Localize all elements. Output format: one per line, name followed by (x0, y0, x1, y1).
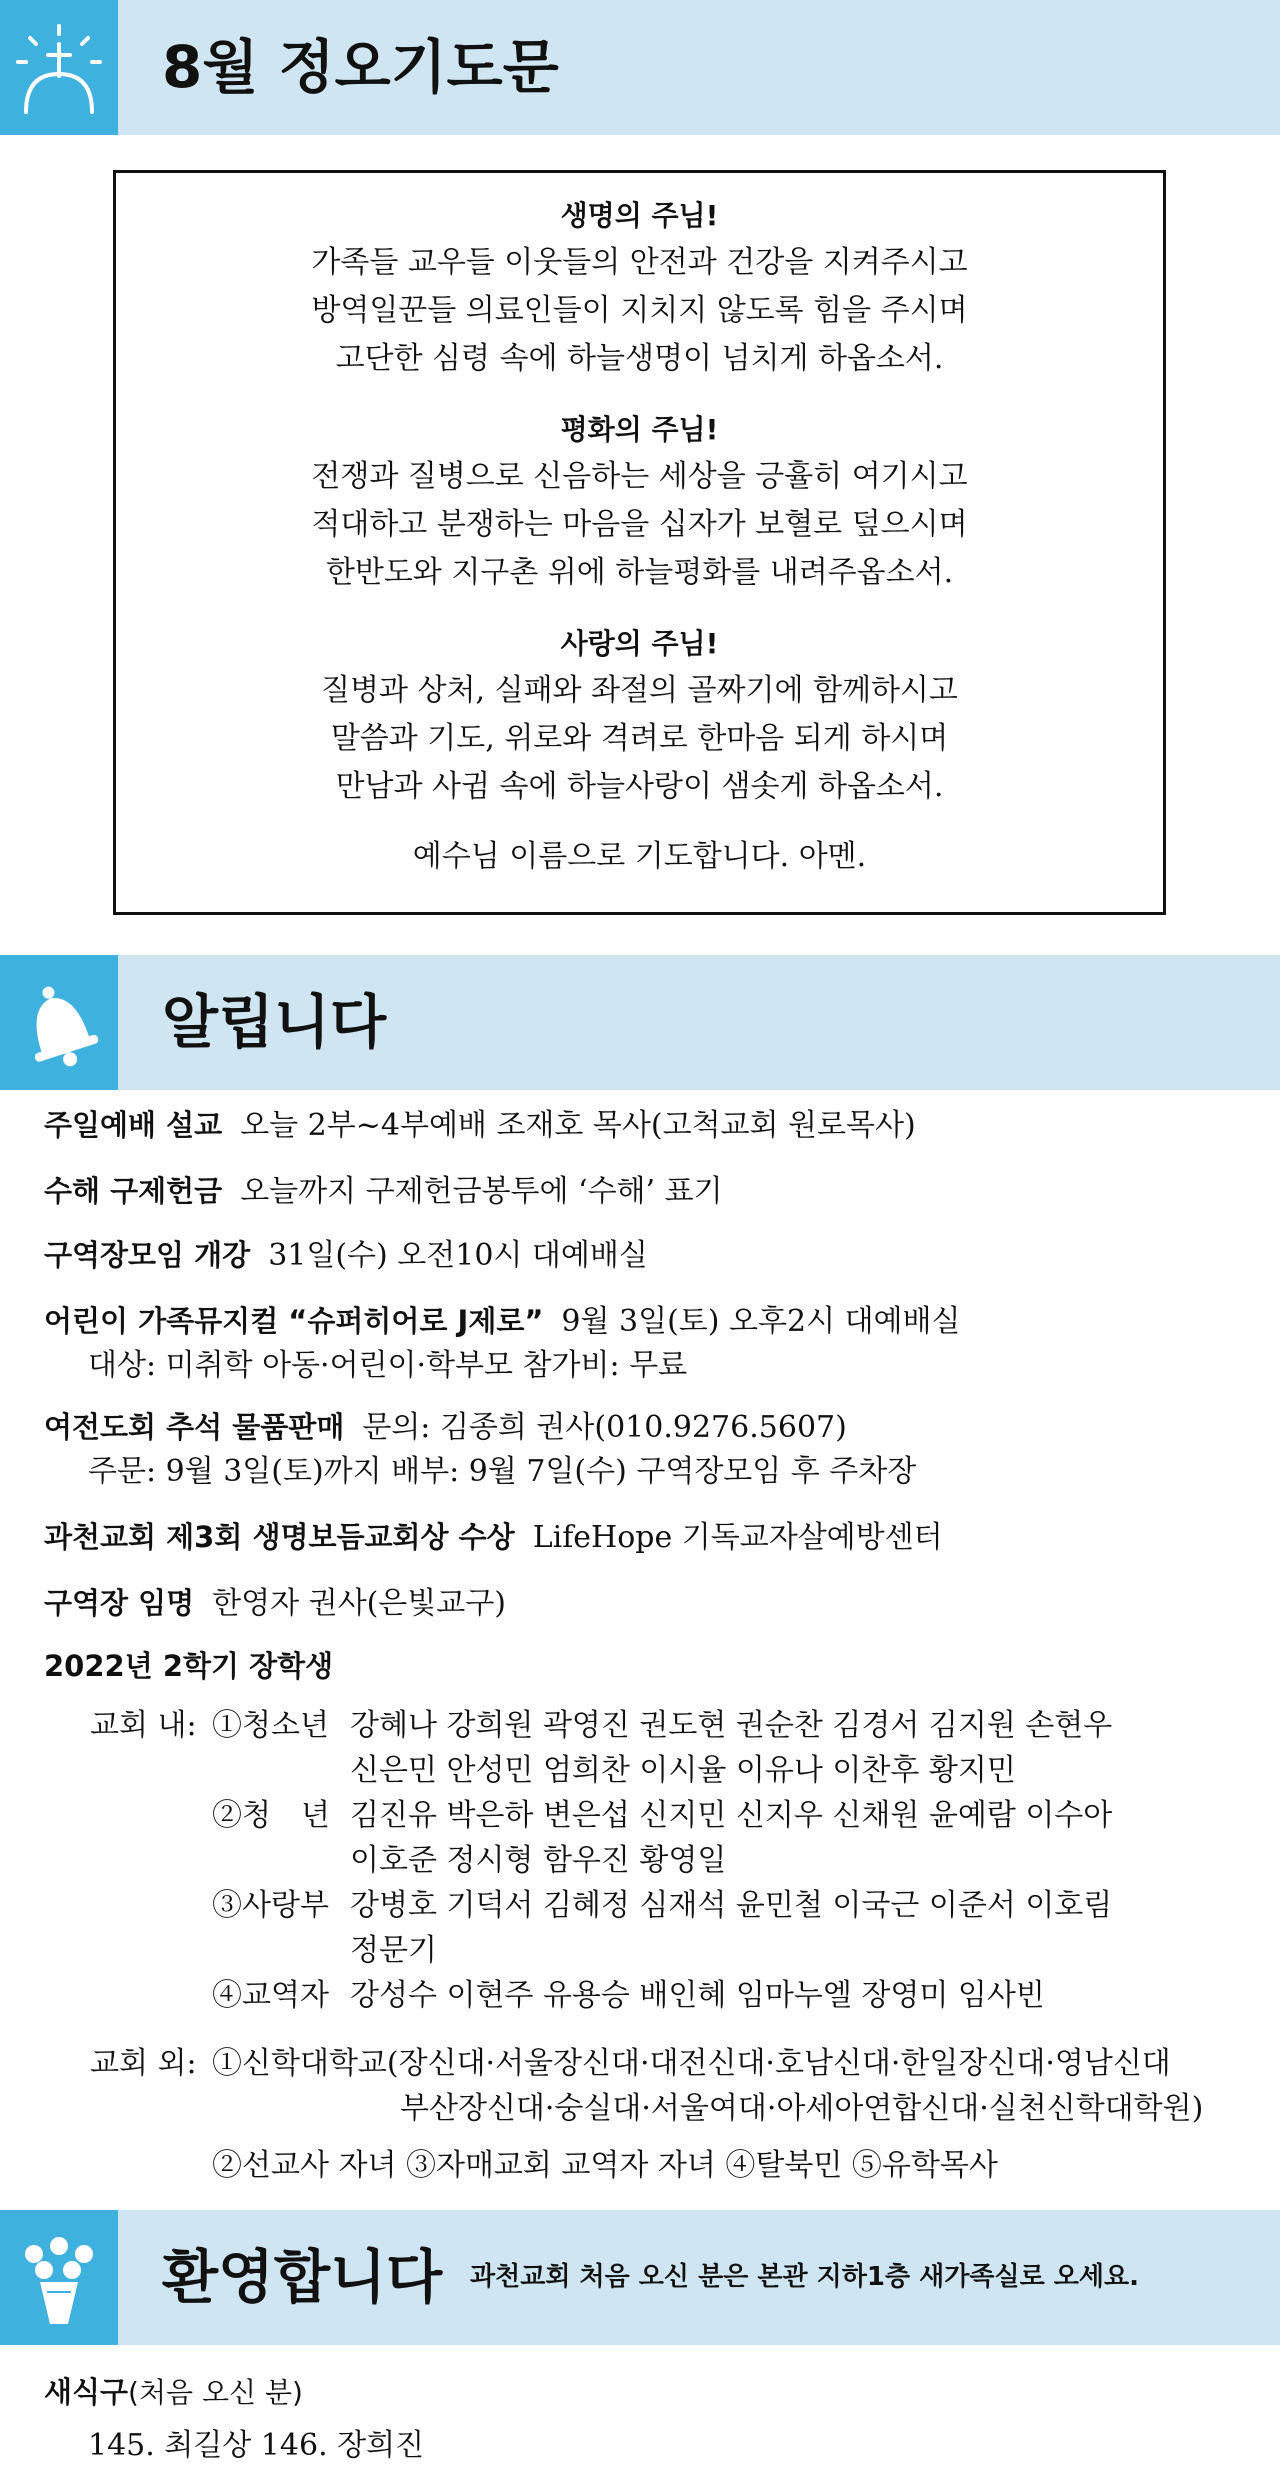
scholar-outside-label: 교회 외: (90, 2046, 197, 2081)
scholar-names: 김진유 박은하 변은섭 신지민 신지우 신채원 윤예람 이수아 (350, 1798, 1113, 1833)
praying-cross-icon (14, 22, 104, 117)
prayer-stanza (116, 621, 1163, 811)
notice-label: 수해 구제헌금 (44, 1174, 223, 1208)
scholar-group-prefix: ①청소년 (212, 1708, 329, 1743)
scholar-group-prefix: ③사랑부 (212, 1888, 329, 1923)
scholar-names: 정문기 (350, 1933, 437, 1968)
notice-icon-box (0, 955, 118, 1090)
scholar-names: 신은민 안성민 엄희찬 이시율 이유나 이찬후 황지민 (350, 1753, 1016, 1788)
prayer-closing: 예수님 이름으로 기도합니다. 아멘. (412, 839, 867, 874)
notice-item (44, 1100, 916, 1144)
notice-label: 주일예배 설교 (44, 1108, 223, 1142)
scholar-outside-line: ②선교사 자녀 ③자매교회 교역자 자녀 ④탈북민 ⑤유학목사 (212, 2148, 998, 2183)
welcome-icon-box (0, 2210, 118, 2345)
notice-label: 어린이 가족뮤지컬 “슈퍼히어로 J제로” (44, 1304, 544, 1338)
stanza-line: 한반도와 지구촌 위에 하늘평화를 내려주옵소서. (325, 555, 954, 590)
stanza-line: 고단한 심령 속에 하늘생명이 넘치게 하옵소서. (335, 341, 944, 376)
welcome-section-subtitle: 과천교회 처음 오신 분은 본관 지하1층 새가족실로 오세요. (470, 2262, 1139, 2292)
notice-label: 여전도회 추석 물품판매 (44, 1410, 345, 1444)
stanza-line: 전쟁과 질병으로 신음하는 세상을 긍휼히 여기시고 (311, 459, 968, 494)
bell-icon (14, 977, 104, 1072)
scholar-names: 이호준 정시형 함우진 황영일 (350, 1843, 727, 1878)
stanza-title: 평화의 주님! (560, 413, 719, 446)
notice-item (44, 1296, 961, 1340)
stanza-title: 사랑의 주님! (560, 627, 719, 660)
notice-item (44, 1512, 943, 1556)
scholar-names: 강병호 기덕서 김혜정 심재석 윤민철 이국근 이준서 이호림 (350, 1888, 1113, 1923)
scholar-outside-line: ①신학대학교(장신대·서울장신대·대전신대·호남신대·한일장신대·영남신대 (212, 2046, 1171, 2081)
stanza-line: 적대하고 분쟁하는 마음을 십자가 보혈로 덮으시며 (311, 507, 968, 542)
notice-label: 2022년 2학기 장학생 (44, 1649, 334, 1683)
scholar-group-prefix: ②청 년 (212, 1798, 330, 1833)
prayer-stanza (116, 193, 1163, 383)
newcomer-heading (44, 2370, 303, 2411)
notice-value: LifeHope 기독교자살예방센터 (532, 1520, 943, 1555)
stanza-line: 방역일꾼들 의료인들이 지치지 않도록 힘을 주시며 (311, 293, 968, 328)
prayer-stanza (116, 407, 1163, 597)
stanza-line: 질병과 상처, 실패와 좌절의 골짜기에 함께하시고 (321, 673, 958, 708)
prayer-section-header (0, 0, 1280, 135)
notice-item (44, 1578, 506, 1622)
bouquet-icon (14, 2232, 104, 2327)
newcomer-label: 새식구 (44, 2375, 129, 2409)
scholar-group-prefix: ④교역자 (212, 1978, 329, 2013)
notice-label: 구역장모임 개강 (44, 1238, 251, 1272)
notice-value: 31일(수) 오전10시 대예배실 (268, 1238, 648, 1273)
notice-value: 9월 3일(토) 오후2시 대예배실 (561, 1304, 961, 1339)
newcomer-note: (처음 오신 분) (128, 2376, 303, 2409)
welcome-section-header (0, 2210, 1280, 2345)
stanza-title: 생명의 주님! (560, 199, 719, 232)
scholar-inside-label: 교회 내: (90, 1708, 197, 1743)
notice-item (44, 1166, 723, 1210)
notice-item (44, 1402, 847, 1446)
notice-value: 문의: 김종희 권사(010.9276.5607) (362, 1410, 847, 1445)
notice-detail: 주문: 9월 3일(토)까지 배부: 9월 7일(수) 구역장모임 후 주차장 (88, 1454, 917, 1489)
stanza-line: 말씀과 기도, 위로와 격려로 한마음 되게 하시며 (330, 721, 949, 756)
stanza-line: 가족들 교우들 이웃들의 안전과 건강을 지켜주시고 (311, 245, 968, 280)
prayer-box (113, 170, 1166, 915)
prayer-icon-box (0, 0, 118, 135)
notice-section-header (0, 955, 1280, 1090)
notice-detail: 대상: 미취학 아동·어린이·학부모 참가비: 무료 (88, 1348, 688, 1383)
notice-item (44, 1230, 648, 1274)
scholar-names: 강혜나 강희원 곽영진 권도현 권순찬 김경서 김지원 손현우 (350, 1708, 1113, 1743)
notice-section-title: 알립니다 (162, 988, 387, 1056)
notice-label: 구역장 임명 (44, 1586, 195, 1620)
notice-value: 한영자 권사(은빛교구) (212, 1586, 506, 1621)
notice-value: 오늘 2부~4부예배 조재호 목사(고척교회 원로목사) (240, 1108, 916, 1143)
stanza-line: 만남과 사귐 속에 하늘사랑이 샘솟게 하옵소서. (335, 769, 944, 804)
prayer-section-title: 8월 정오기도문 (162, 33, 559, 101)
scholar-outside-line: 부산장신대·숭실대·서울여대·아세아연합신대·실천신학대학원) (400, 2091, 1204, 2126)
prayer-closing-wrap (116, 833, 1163, 881)
scholar-names: 강성수 이현주 유용승 배인혜 임마누엘 장영미 임사빈 (350, 1978, 1045, 2013)
welcome-section-title: 환영합니다 (162, 2243, 443, 2311)
notice-item (44, 1644, 333, 1685)
notice-value: 오늘까지 구제헌금봉투에 ‘수해’ 표기 (240, 1174, 723, 1209)
notice-label: 과천교회 제3회 생명보듬교회상 수상 (44, 1520, 515, 1554)
newcomer-list: 145. 최길상 146. 장희진 (88, 2428, 425, 2463)
